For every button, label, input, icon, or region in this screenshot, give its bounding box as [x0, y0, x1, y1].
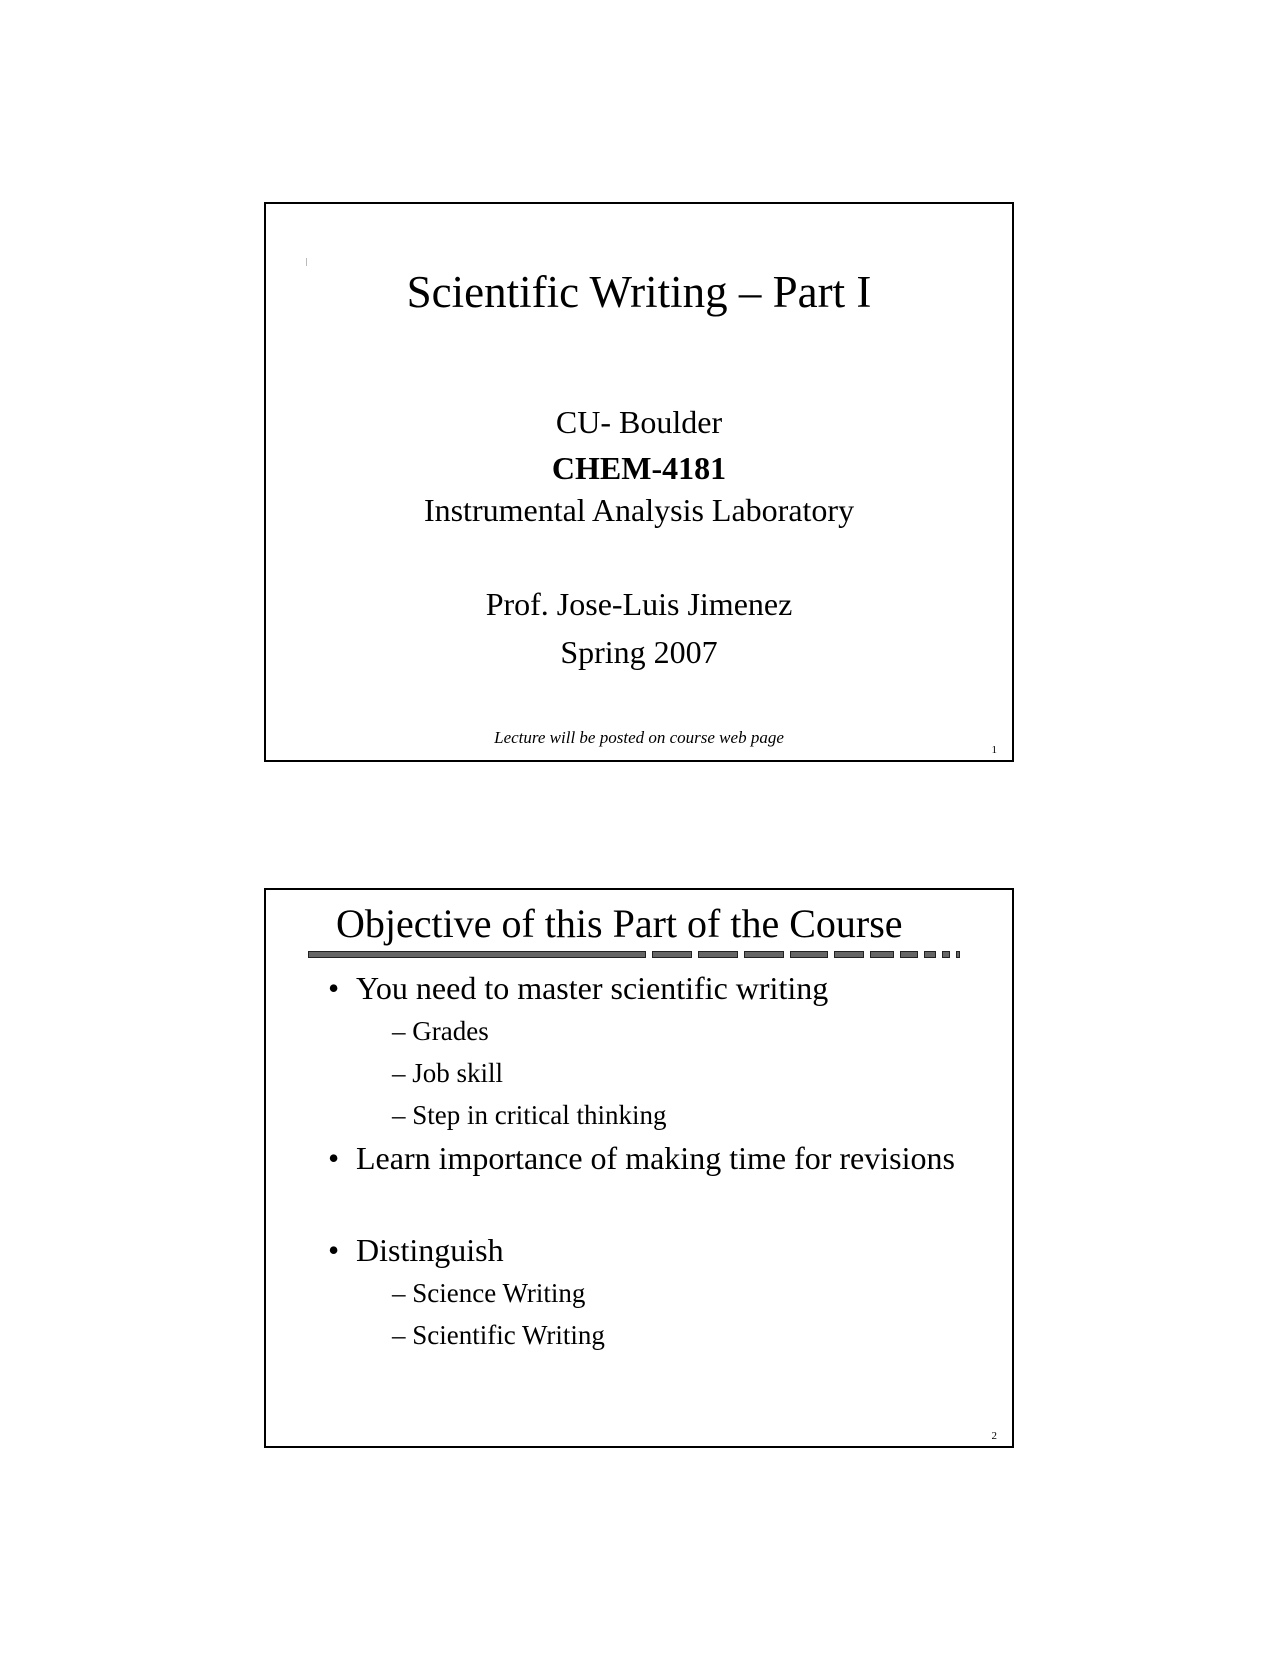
- list-item: [328, 1138, 988, 1178]
- footnote: Lecture will be posted on course web page: [494, 728, 784, 747]
- bullet-list: [328, 968, 988, 1356]
- course-code: CHEM-4181: [551, 450, 727, 486]
- institution: CU- Boulder: [555, 404, 723, 440]
- slide-number: 2: [991, 1430, 997, 1442]
- slide-title: Scientific Writing – Part I: [406, 267, 872, 317]
- bullet-text: Learn importance of making time for revisions: [356, 1140, 955, 1176]
- slide-1: [264, 202, 1014, 762]
- title-underline-decoration: [308, 951, 962, 960]
- bullet-text: You need to master scientific writing: [356, 970, 829, 1006]
- slide-title: Objective of this Part of the Course: [336, 901, 903, 946]
- sub-item: – Job skill: [392, 1058, 504, 1088]
- slide-2: [264, 888, 1014, 1448]
- sub-list: [356, 1010, 988, 1136]
- sub-item: – Grades: [392, 1016, 489, 1046]
- slide-number: 1: [991, 744, 997, 756]
- course-name: Instrumental Analysis Laboratory: [423, 492, 855, 528]
- sub-item: – Step in critical thinking: [392, 1100, 667, 1130]
- sub-list: [356, 1272, 988, 1356]
- list-item: [328, 1230, 988, 1356]
- sub-item: – Science Writing: [392, 1278, 586, 1308]
- instructor: Prof. Jose-Luis Jimenez: [485, 586, 793, 622]
- list-item: [328, 968, 988, 1136]
- sub-item: – Scientific Writing: [392, 1320, 605, 1350]
- term: Spring 2007: [560, 634, 718, 670]
- decorative-mark: [306, 258, 307, 266]
- bullet-text: Distinguish: [356, 1232, 504, 1268]
